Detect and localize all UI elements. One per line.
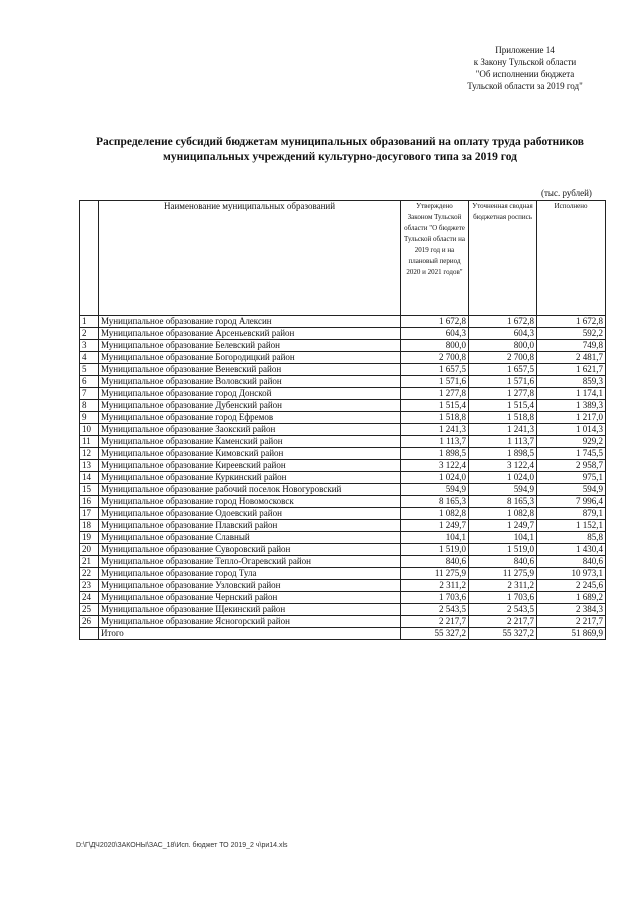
- row-index: 21: [80, 556, 99, 568]
- row-index: 5: [80, 364, 99, 376]
- row-refined: 1 518,8: [469, 412, 537, 424]
- row-approved: 1 241,3: [401, 424, 469, 436]
- row-index: 26: [80, 616, 99, 628]
- row-name: Муниципальное образование Каменский район: [99, 436, 401, 448]
- row-index: 13: [80, 460, 99, 472]
- row-executed: 2 245,6: [537, 580, 606, 592]
- row-name: Муниципальное образование Белевский район: [99, 340, 401, 352]
- row-executed: 1 745,5: [537, 448, 606, 460]
- table-row: [80, 556, 606, 568]
- total-label: Итого: [99, 628, 401, 640]
- row-approved: 1 657,5: [401, 364, 469, 376]
- table-row: [80, 460, 606, 472]
- row-refined: 1 249,7: [469, 520, 537, 532]
- row-name: Муниципальное образование Плавский район: [99, 520, 401, 532]
- table-row: [80, 616, 606, 628]
- row-name: Муниципальное образование Заокский район: [99, 424, 401, 436]
- table-row: [80, 508, 606, 520]
- table-row: [80, 568, 606, 580]
- row-index: 1: [80, 316, 99, 328]
- row-executed: 2 217,7: [537, 616, 606, 628]
- row-refined: 8 165,3: [469, 496, 537, 508]
- table-row: [80, 472, 606, 484]
- row-name: Муниципальное образование Одоевский район: [99, 508, 401, 520]
- row-executed: 10 973,1: [537, 568, 606, 580]
- total-approved: 55 327,2: [401, 628, 469, 640]
- row-refined: 604,3: [469, 328, 537, 340]
- row-refined: 840,6: [469, 556, 537, 568]
- row-approved: 1 898,5: [401, 448, 469, 460]
- row-refined: 800,0: [469, 340, 537, 352]
- row-refined: 11 275,9: [469, 568, 537, 580]
- row-refined: 1 672,8: [469, 316, 537, 328]
- row-index: 7: [80, 388, 99, 400]
- table-row: [80, 448, 606, 460]
- row-refined: 594,9: [469, 484, 537, 496]
- row-name: Муниципальное образование Куркинский район: [99, 472, 401, 484]
- row-name: Муниципальное образование Чернский район: [99, 592, 401, 604]
- row-index: 19: [80, 532, 99, 544]
- row-executed: 1 217,0: [537, 412, 606, 424]
- row-executed: 1 672,8: [537, 316, 606, 328]
- row-name: Муниципальное образование Воловский район: [99, 376, 401, 388]
- row-name: Муниципальное образование Дубенский район: [99, 400, 401, 412]
- row-index: 4: [80, 352, 99, 364]
- table-row: [80, 580, 606, 592]
- row-index: 2: [80, 328, 99, 340]
- row-executed: 1 389,3: [537, 400, 606, 412]
- row-index: 8: [80, 400, 99, 412]
- row-approved: 3 122,4: [401, 460, 469, 472]
- table-row: [80, 352, 606, 364]
- row-refined: 1 515,4: [469, 400, 537, 412]
- row-index: 11: [80, 436, 99, 448]
- total-row: [80, 628, 606, 640]
- row-approved: 1 672,8: [401, 316, 469, 328]
- table-header-row: [80, 201, 606, 316]
- row-approved: 1 113,7: [401, 436, 469, 448]
- row-name: Муниципальное образование город Тула: [99, 568, 401, 580]
- row-index: 9: [80, 412, 99, 424]
- row-approved: 104,1: [401, 532, 469, 544]
- row-executed: 2 384,3: [537, 604, 606, 616]
- row-approved: 1 571,6: [401, 376, 469, 388]
- row-index: 17: [80, 508, 99, 520]
- row-refined: 2 311,2: [469, 580, 537, 592]
- row-executed: 2 481,7: [537, 352, 606, 364]
- row-approved: 2 217,7: [401, 616, 469, 628]
- header-refined: Уточненная сводная бюджетная роспись: [469, 201, 537, 316]
- row-executed: 1 689,2: [537, 592, 606, 604]
- appendix-note: [430, 44, 620, 92]
- title-line-1: Распределение субсидий бюджетам муниципальных образований на оплату труда работников: [95, 136, 585, 148]
- row-approved: 604,3: [401, 328, 469, 340]
- appendix-line-2: к Закону Тульской области: [473, 57, 577, 67]
- row-approved: 594,9: [401, 484, 469, 496]
- row-refined: 2 217,7: [469, 616, 537, 628]
- row-index: 20: [80, 544, 99, 556]
- row-name: Муниципальное образование город Донской: [99, 388, 401, 400]
- row-name: Муниципальное образование Узловский район: [99, 580, 401, 592]
- row-executed: 929,2: [537, 436, 606, 448]
- header-executed: Исполнено: [537, 201, 606, 316]
- total-executed: 51 869,9: [537, 628, 606, 640]
- row-name: Муниципальное образование город Новомосковск: [99, 496, 401, 508]
- table-row: [80, 340, 606, 352]
- row-approved: 1 519,0: [401, 544, 469, 556]
- row-name: Муниципальное образование Славный: [99, 532, 401, 544]
- row-name: Муниципальное образование Киреевский район: [99, 460, 401, 472]
- total-index: [80, 628, 99, 640]
- row-refined: 1 082,8: [469, 508, 537, 520]
- row-index: 16: [80, 496, 99, 508]
- row-executed: 592,2: [537, 328, 606, 340]
- unit-label: (тыс. рублей): [541, 188, 592, 198]
- row-approved: 1 082,8: [401, 508, 469, 520]
- table-row: [80, 604, 606, 616]
- row-executed: 975,1: [537, 472, 606, 484]
- row-refined: 1 519,0: [469, 544, 537, 556]
- document-title: [60, 135, 620, 165]
- row-name: Муниципальное образование Кимовский район: [99, 448, 401, 460]
- table-row: [80, 484, 606, 496]
- row-refined: 2 700,8: [469, 352, 537, 364]
- row-approved: 8 165,3: [401, 496, 469, 508]
- row-approved: 1 515,4: [401, 400, 469, 412]
- row-name: Муниципальное образование город Алексин: [99, 316, 401, 328]
- row-executed: 859,3: [537, 376, 606, 388]
- row-name: Муниципальное образование Ясногорский район: [99, 616, 401, 628]
- row-executed: 85,8: [537, 532, 606, 544]
- row-executed: 1 174,1: [537, 388, 606, 400]
- file-path-footer: D:\Г\ДЧ2020\ЗАКОНЫ\ЗАС_18\Исп. бюджет ТО 2019_2 ч\ри14.xls: [76, 842, 288, 849]
- row-approved: 2 311,2: [401, 580, 469, 592]
- row-executed: 879,1: [537, 508, 606, 520]
- row-approved: 11 275,9: [401, 568, 469, 580]
- row-index: 18: [80, 520, 99, 532]
- row-executed: 840,6: [537, 556, 606, 568]
- row-approved: 1 024,0: [401, 472, 469, 484]
- row-executed: 2 958,7: [537, 460, 606, 472]
- row-name: Муниципальное образование Суворовский район: [99, 544, 401, 556]
- header-approved: Утверждено Законом Тульской области "О бюджете Тульской области на 2019 год и на плановый период 2020 и 2021 годов": [401, 201, 469, 316]
- row-index: 25: [80, 604, 99, 616]
- subsidy-table: [79, 200, 606, 640]
- row-index: 12: [80, 448, 99, 460]
- row-executed: 1 014,3: [537, 424, 606, 436]
- table-body: [80, 316, 606, 640]
- row-index: 22: [80, 568, 99, 580]
- row-refined: 1 277,8: [469, 388, 537, 400]
- row-name: Муниципальное образование город Ефремов: [99, 412, 401, 424]
- row-name: Муниципальное образование Богородицкий район: [99, 352, 401, 364]
- row-name: Муниципальное образование рабочий поселок Новогуровский: [99, 484, 401, 496]
- table-row: [80, 316, 606, 328]
- table-row: [80, 520, 606, 532]
- row-executed: 7 996,4: [537, 496, 606, 508]
- row-index: 24: [80, 592, 99, 604]
- row-executed: 1 430,4: [537, 544, 606, 556]
- table-row: [80, 328, 606, 340]
- row-index: 23: [80, 580, 99, 592]
- table-row: [80, 376, 606, 388]
- row-name: Муниципальное образование Веневский район: [99, 364, 401, 376]
- row-refined: 104,1: [469, 532, 537, 544]
- row-executed: 749,8: [537, 340, 606, 352]
- row-refined: 1 571,6: [469, 376, 537, 388]
- row-approved: 800,0: [401, 340, 469, 352]
- row-approved: 1 518,8: [401, 412, 469, 424]
- row-index: 14: [80, 472, 99, 484]
- row-executed: 1 621,7: [537, 364, 606, 376]
- row-name: Муниципальное образование Тепло-Огаревский район: [99, 556, 401, 568]
- row-index: 10: [80, 424, 99, 436]
- row-executed: 1 152,1: [537, 520, 606, 532]
- table-row: [80, 436, 606, 448]
- row-executed: 594,9: [537, 484, 606, 496]
- table-row: [80, 412, 606, 424]
- row-refined: 1 657,5: [469, 364, 537, 376]
- row-refined: 1 703,6: [469, 592, 537, 604]
- table-row: [80, 544, 606, 556]
- row-refined: 1 898,5: [469, 448, 537, 460]
- row-approved: 1 249,7: [401, 520, 469, 532]
- title-line-2: муниципальных учреждений культурно-досугового типа за 2019 год: [163, 151, 517, 163]
- row-index: 3: [80, 340, 99, 352]
- table-row: [80, 388, 606, 400]
- table-row: [80, 496, 606, 508]
- row-approved: 2 543,5: [401, 604, 469, 616]
- table-row: [80, 364, 606, 376]
- row-name: Муниципальное образование Щекинский район: [99, 604, 401, 616]
- appendix-line-4: Тульской области за 2019 год": [467, 81, 583, 91]
- row-refined: 1 024,0: [469, 472, 537, 484]
- table-row: [80, 400, 606, 412]
- table-row: [80, 424, 606, 436]
- table-row: [80, 532, 606, 544]
- row-approved: 1 703,6: [401, 592, 469, 604]
- appendix-line-1: Приложение 14: [495, 45, 555, 55]
- total-refined: 55 327,2: [469, 628, 537, 640]
- row-index: 15: [80, 484, 99, 496]
- row-refined: 1 113,7: [469, 436, 537, 448]
- table-row: [80, 592, 606, 604]
- row-refined: 3 122,4: [469, 460, 537, 472]
- row-approved: 2 700,8: [401, 352, 469, 364]
- header-index: [80, 201, 99, 316]
- row-index: 6: [80, 376, 99, 388]
- appendix-line-3: "Об исполнении бюджета: [475, 69, 575, 79]
- row-approved: 1 277,8: [401, 388, 469, 400]
- row-refined: 2 543,5: [469, 604, 537, 616]
- row-refined: 1 241,3: [469, 424, 537, 436]
- row-name: Муниципальное образование Арсеньевский район: [99, 328, 401, 340]
- header-name: Наименование муниципальных образований: [99, 201, 401, 316]
- row-approved: 840,6: [401, 556, 469, 568]
